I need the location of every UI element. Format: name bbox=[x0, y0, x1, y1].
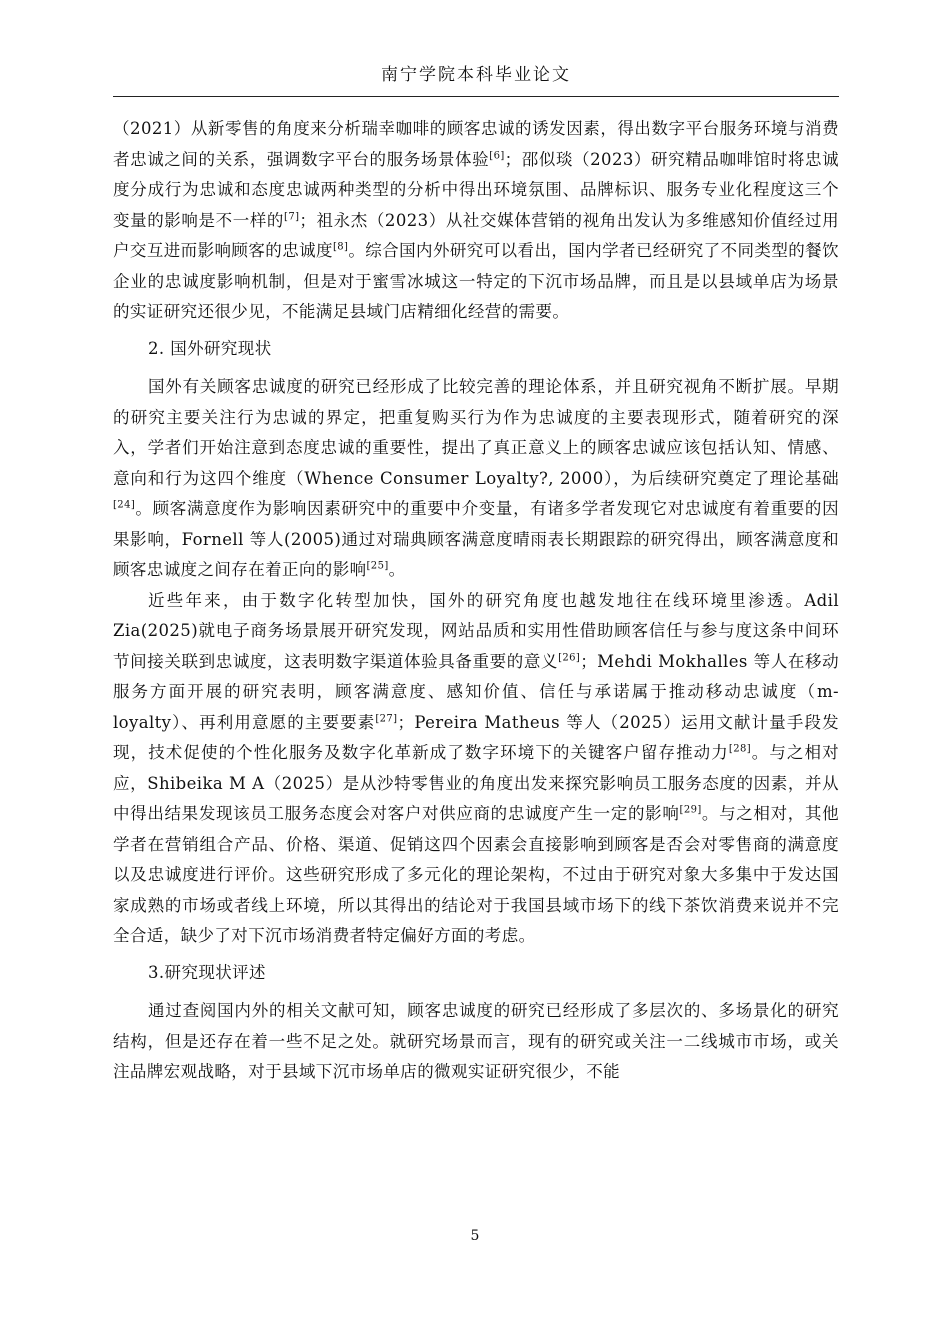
citation-marker: [26] bbox=[558, 652, 581, 663]
header-title: 南宁学院本科毕业论文 bbox=[381, 65, 571, 85]
text-run: ；Mehdi Mokhalles 等人在移动服务方面开展的研究表明，顾客满意度、感知价值、信任与承诺属于推动移动忠诚度（m-loyalty）、再利用意愿的主要要素 bbox=[113, 651, 839, 732]
text-run: ；祖永杰（2023）从社交媒体营销的视角出发认为多维感知价值经过用户交互进而影响顾客的忠诚度 bbox=[113, 210, 839, 260]
text-run: ；邵似琰（2023）研究精品咖啡馆时将忠诚度分成行为忠诚和态度忠诚两种类型的分析中得出环境氛围、品牌标识、服务专业化程度这三个变量的影响是不一样的 bbox=[113, 149, 839, 230]
page-number: 5 bbox=[470, 1228, 480, 1244]
section-heading bbox=[113, 958, 839, 989]
citation-marker: [7] bbox=[284, 211, 300, 222]
text-run: 2. 国外研究现状 bbox=[148, 338, 272, 358]
citation-marker: [29] bbox=[679, 804, 702, 816]
citation-marker: [8] bbox=[332, 241, 349, 253]
text-run: 近些年来，由于数字化转型加快，国外的研究角度也越发地往在线环境里渗透。Adil Zia(2025)就电子商务场景展开研究发现，网站品质和实用性借助顾客信任与参与度这条中间环节间接关联到忠诚度，这表明数字渠道体验具备重要的意义 bbox=[113, 590, 839, 671]
citation-marker: [25] bbox=[366, 560, 389, 572]
text-run: 。与之相对，其他学者在营销组合产品、价格、渠道、促销这四个因素会直接影响到顾客是否会对零售商的满意度以及忠诚度进行评价。这些研究形成了多元化的理论架构，不过由于研究对象大多集中于发达国家成熟的市场或者线上环境，所以其得出的结论对于我国县域市场下的线下茶饮消费来说并不完全合适，缺少了对下沉市场消费者特定偏好方面的考虑。 bbox=[113, 804, 839, 945]
text-run: ；Pereira Matheus 等人（2025）运用文献计量手段发现，技术促使的个性化服务及数字化革新成了数字环境下的关键客户留存推动力 bbox=[113, 712, 839, 762]
text-run: 。 bbox=[388, 560, 406, 579]
citation-marker: [28] bbox=[728, 743, 752, 755]
text-run: （2021）从新零售的角度来分析瑞幸咖啡的顾客忠诚的诱发因素，得出数字平台服务环境与消费者忠诚之间的关系，强调数字平台的服务场景体验 bbox=[113, 119, 839, 169]
text-run: 通过查阅国内外的相关文献可知，顾客忠诚度的研究已经形成了多层次的、多场景化的研究结构，但是还存在着一些不足之处。就研究场景而言，现有的研究或关注一二线城市市场，或关注品牌宏观战略，对于县域下沉市场单店的微观实证研究很少，不能 bbox=[113, 1001, 839, 1081]
citation-marker: [24] bbox=[113, 499, 136, 511]
text-run: 。顾客满意度作为影响因素研究中的重要中介变量，有诸多学者发现它对忠诚度有着重要的因果影响，Fornell 等人(2005)通过对瑞典顾客满意度晴雨表长期跟踪的研究得出，顾客满意度和顾客忠诚度之间存在着正向的影响 bbox=[113, 499, 839, 579]
citation-marker: [6] bbox=[489, 150, 505, 161]
paragraph bbox=[113, 996, 839, 1088]
paragraph bbox=[113, 114, 839, 328]
text-run: 国外有关顾客忠诚度的研究已经形成了比较完善的理论体系，并且研究视角不断扩展。早期的研究主要关注行为忠诚的界定，把重复购买行为作为忠诚度的主要表现形式，随着研究的深入，学者们开始注意到态度忠诚的重要性，提出了真正意义上的顾客忠诚应该包括认知、情感、意向和行为这四个维度（Whence Consumer Loyalty?, 2000），为后续研究奠定了理论基础 bbox=[113, 377, 839, 488]
citation-marker: [27] bbox=[375, 713, 398, 724]
paragraph bbox=[113, 586, 839, 952]
section-heading bbox=[113, 334, 839, 365]
page-header bbox=[113, 62, 839, 97]
text-run: 。与之相对应，Shibeika M A（2025）是从沙特零售业的角度出发来探究影响员工服务态度的因素，并从中得出结果发现该员工服务态度会对客户对供应商的忠诚度产生一定的影响 bbox=[113, 743, 840, 823]
text-run: 3.研究现状评述 bbox=[148, 962, 266, 982]
body-text bbox=[113, 114, 839, 1088]
text-run: 。综合国内外研究可以看出，国内学者已经研究了不同类型的餐饮企业的忠诚度影响机制，但是对于蜜雪冰城这一特定的下沉市场品牌，而且是以县域单店为场景的实证研究还很少见，不能满足县域门店精细化经营的需要。 bbox=[113, 241, 839, 321]
paragraph bbox=[113, 372, 839, 586]
